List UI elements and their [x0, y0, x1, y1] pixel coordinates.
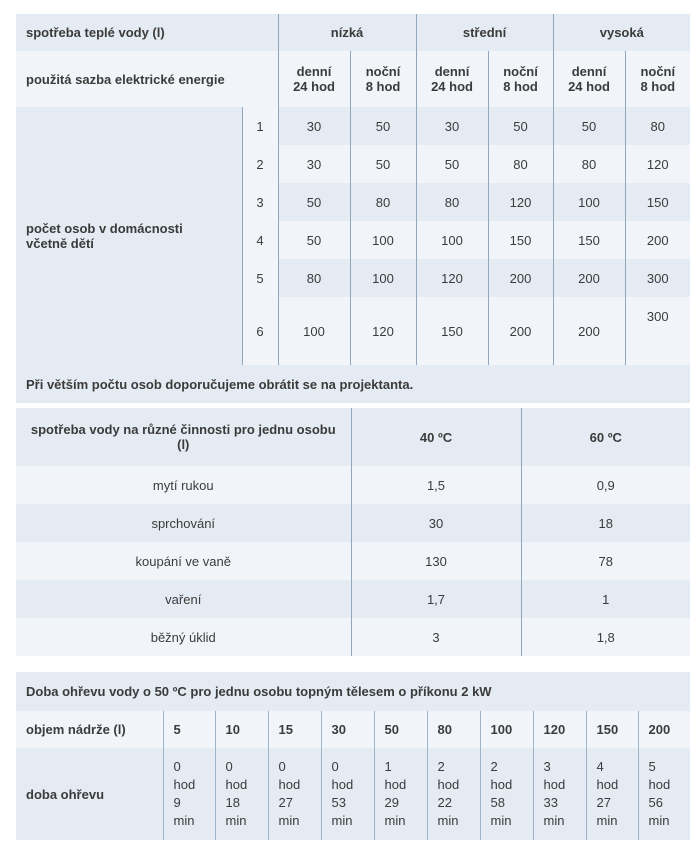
value-cell: 150 — [625, 183, 690, 221]
tariff-cell: noční 8 hod — [625, 51, 690, 107]
value-cell: 50 — [278, 183, 350, 221]
volume-value: 150 — [586, 711, 638, 748]
value-40: 1,5 — [351, 466, 521, 504]
time-value: 4 hod 27 min — [586, 748, 638, 840]
value-cell: 100 — [278, 297, 350, 365]
volume-label: objem nádrže (l) — [26, 722, 126, 737]
heating-title: Doba ohřevu vody o 50 ºC pro jednu osobu topným tělesem o příkonu 2 kW — [26, 684, 492, 699]
tariff-cell: denní 24 hod — [278, 51, 350, 107]
hot-water-consumption-table — [16, 14, 690, 403]
time-value: 2 hod 22 min — [427, 748, 480, 840]
value-40: 3 — [351, 618, 521, 656]
time-value: 1 hod 29 min — [374, 748, 427, 840]
value-cell: 150 — [488, 221, 553, 259]
value-cell: 100 — [350, 259, 416, 297]
value-cell: 80 — [350, 183, 416, 221]
value-cell: 30 — [278, 107, 350, 145]
value-cell: 200 — [553, 259, 625, 297]
tariff-header: použitá sazba elektrické energie — [26, 71, 225, 87]
value-cell: 300 — [625, 297, 690, 365]
persons-count: 2 — [242, 145, 278, 183]
time-value: 5 hod 56 min — [638, 748, 690, 840]
value-cell: 120 — [350, 297, 416, 365]
tariff-cell: noční 8 hod — [350, 51, 416, 107]
value-40: 130 — [351, 542, 521, 580]
level-medium: střední — [416, 14, 553, 51]
projektant-note: Při větším počtu osob doporučujeme obrátit se na projektanta. — [26, 376, 414, 392]
heating-time-table — [16, 672, 690, 840]
value-60: 18 — [521, 504, 690, 542]
value-cell: 50 — [278, 221, 350, 259]
activity-header: spotřeba vody na různé činnosti pro jednu osobu (l) — [30, 422, 336, 452]
consumption-header: spotřeba teplé vody (l) — [26, 25, 165, 40]
persons-count: 4 — [242, 221, 278, 259]
value-60: 78 — [521, 542, 690, 580]
activity-name: běžný úklid — [150, 629, 216, 645]
time-label: doba ohřevu — [26, 786, 105, 802]
volume-value: 30 — [321, 711, 374, 748]
value-cell: 300 — [625, 259, 690, 297]
tariff-cell: noční 8 hod — [488, 51, 553, 107]
value-40: 30 — [351, 504, 521, 542]
temp-40-header: 40 ºC — [351, 408, 521, 466]
value-60: 1,8 — [521, 618, 690, 656]
time-value: 2 hod 58 min — [480, 748, 533, 840]
value-cell: 200 — [625, 221, 690, 259]
value-cell: 120 — [488, 183, 553, 221]
value-cell: 30 — [278, 145, 350, 183]
level-low: nízká — [278, 14, 416, 51]
persons-count: 5 — [242, 259, 278, 297]
value-40: 1,7 — [351, 580, 521, 618]
persons-count: 6 — [242, 297, 278, 365]
value-cell: 100 — [416, 221, 488, 259]
volume-value: 120 — [533, 711, 586, 748]
volume-value: 100 — [480, 711, 533, 748]
time-value: 0 hod 9 min — [163, 748, 215, 840]
volume-value: 80 — [427, 711, 480, 748]
value-cell: 50 — [553, 107, 625, 145]
volume-value: 10 — [215, 711, 268, 748]
activity-name: mytí rukou — [152, 477, 214, 493]
value-cell: 120 — [416, 259, 488, 297]
value-cell: 50 — [350, 145, 416, 183]
value-cell: 150 — [553, 221, 625, 259]
value-cell: 100 — [553, 183, 625, 221]
tariff-cell: denní 24 hod — [416, 51, 488, 107]
value-cell: 150 — [416, 297, 488, 365]
persons-count: 1 — [242, 107, 278, 145]
value-cell: 50 — [488, 107, 553, 145]
volume-value: 15 — [268, 711, 321, 748]
value-cell: 50 — [350, 107, 416, 145]
temp-60-header: 60 ºC — [521, 408, 690, 466]
value-cell: 80 — [488, 145, 553, 183]
value-cell: 80 — [416, 183, 488, 221]
value-cell: 200 — [488, 259, 553, 297]
volume-value: 200 — [638, 711, 690, 748]
value-cell: 100 — [350, 221, 416, 259]
value-cell: 30 — [416, 107, 488, 145]
value-cell: 80 — [553, 145, 625, 183]
value-cell: 50 — [416, 145, 488, 183]
value-cell: 200 — [488, 297, 553, 365]
persons-count: 3 — [242, 183, 278, 221]
level-high: vysoká — [553, 14, 690, 51]
persons-label: počet osob v domácnosti včetně dětí — [16, 107, 242, 365]
tariff-cell: denní 24 hod — [553, 51, 625, 107]
time-value: 0 hod 53 min — [321, 748, 374, 840]
value-60: 0,9 — [521, 466, 690, 504]
activity-consumption-table — [16, 408, 690, 656]
activity-name: koupání ve vaně — [135, 553, 231, 569]
value-cell: 120 — [625, 145, 690, 183]
value-60: 1 — [521, 580, 690, 618]
time-value: 0 hod 27 min — [268, 748, 321, 840]
volume-value: 50 — [374, 711, 427, 748]
value-cell: 80 — [625, 107, 690, 145]
value-cell: 200 — [553, 297, 625, 365]
activity-name: vaření — [165, 591, 202, 607]
time-value: 3 hod 33 min — [533, 748, 586, 840]
value-cell: 80 — [278, 259, 350, 297]
volume-value: 5 — [163, 711, 215, 748]
activity-name: sprchování — [151, 515, 216, 531]
time-value: 0 hod 18 min — [215, 748, 268, 840]
